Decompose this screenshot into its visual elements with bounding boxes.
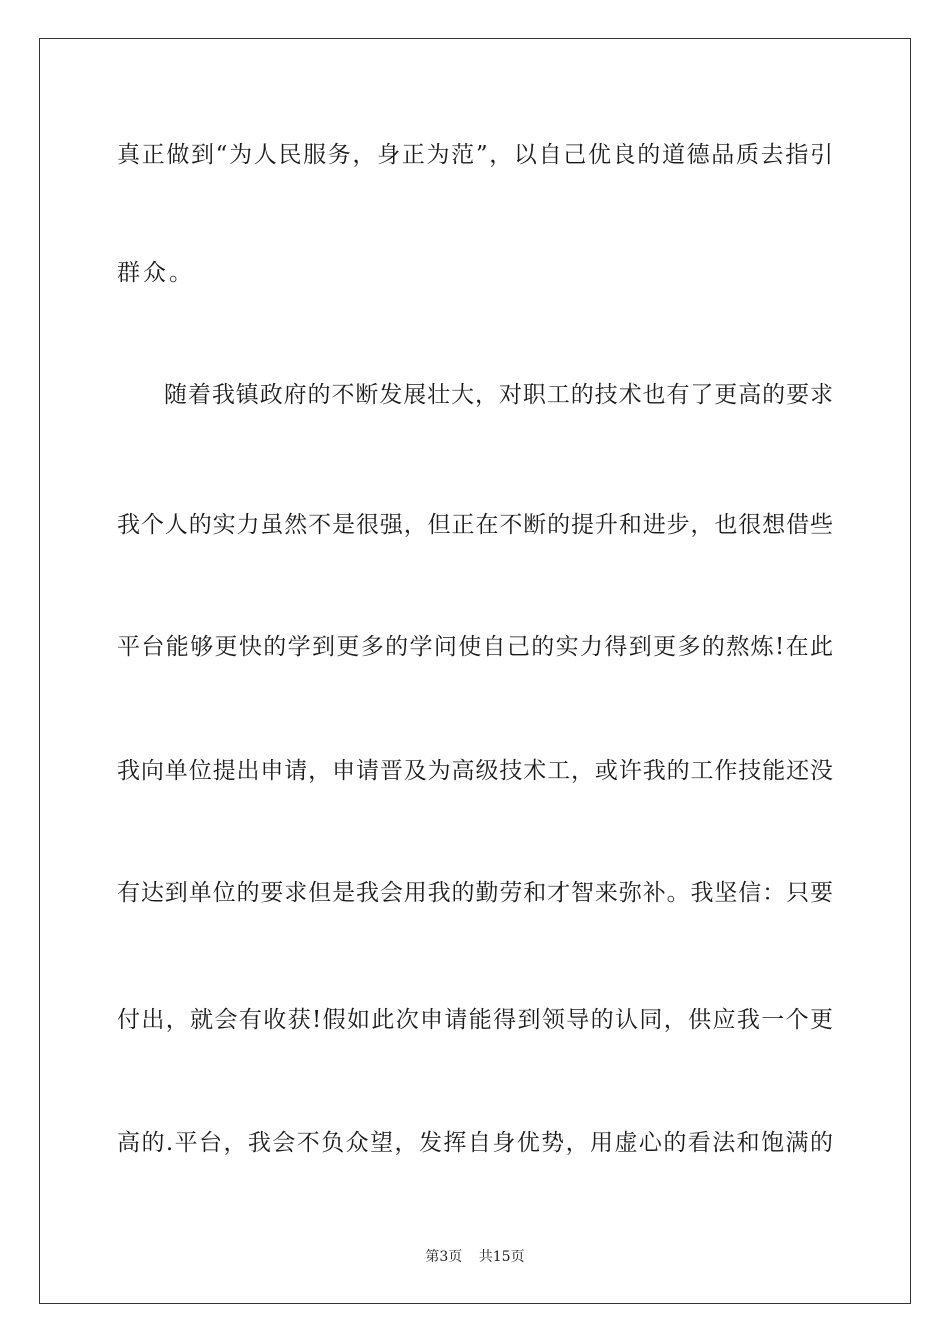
body-text-line: 有达到单位的要求但是我会用我的勤劳和才智来弥补。我坚信：只要 xyxy=(117,880,833,906)
body-text-line: 随着我镇政府的不断发展壮大，对职工的技术也有了更高的要求 xyxy=(164,382,833,408)
page-frame xyxy=(39,38,911,1304)
body-text-line: 付出，就会有收获!假如此次申请能得到领导的认同，供应我一个更 xyxy=(117,1007,833,1033)
page-footer xyxy=(0,1248,950,1266)
page-number: 第3页 xyxy=(425,1249,463,1265)
body-text-line: 群众。 xyxy=(117,260,195,286)
body-text-line: 我向单位提出申请，申请晋及为高级技术工，或许我的工作技能还没 xyxy=(117,758,833,784)
body-text-line: 高的.平台，我会不负众望，发挥自身优势，用虚心的看法和饱满的 xyxy=(117,1130,833,1156)
body-text-line: 我个人的实力虽然不是很强，但正在不断的提升和进步，也很想借些 xyxy=(117,512,833,538)
page-total: 共15页 xyxy=(478,1249,525,1265)
body-text-line: 平台能够更快的学到更多的学问使自己的实力得到更多的熬炼!在此 xyxy=(117,634,833,660)
body-text-line: 真正做到“为人民服务，身正为范”，以自己优良的道德品质去指引 xyxy=(117,142,833,168)
